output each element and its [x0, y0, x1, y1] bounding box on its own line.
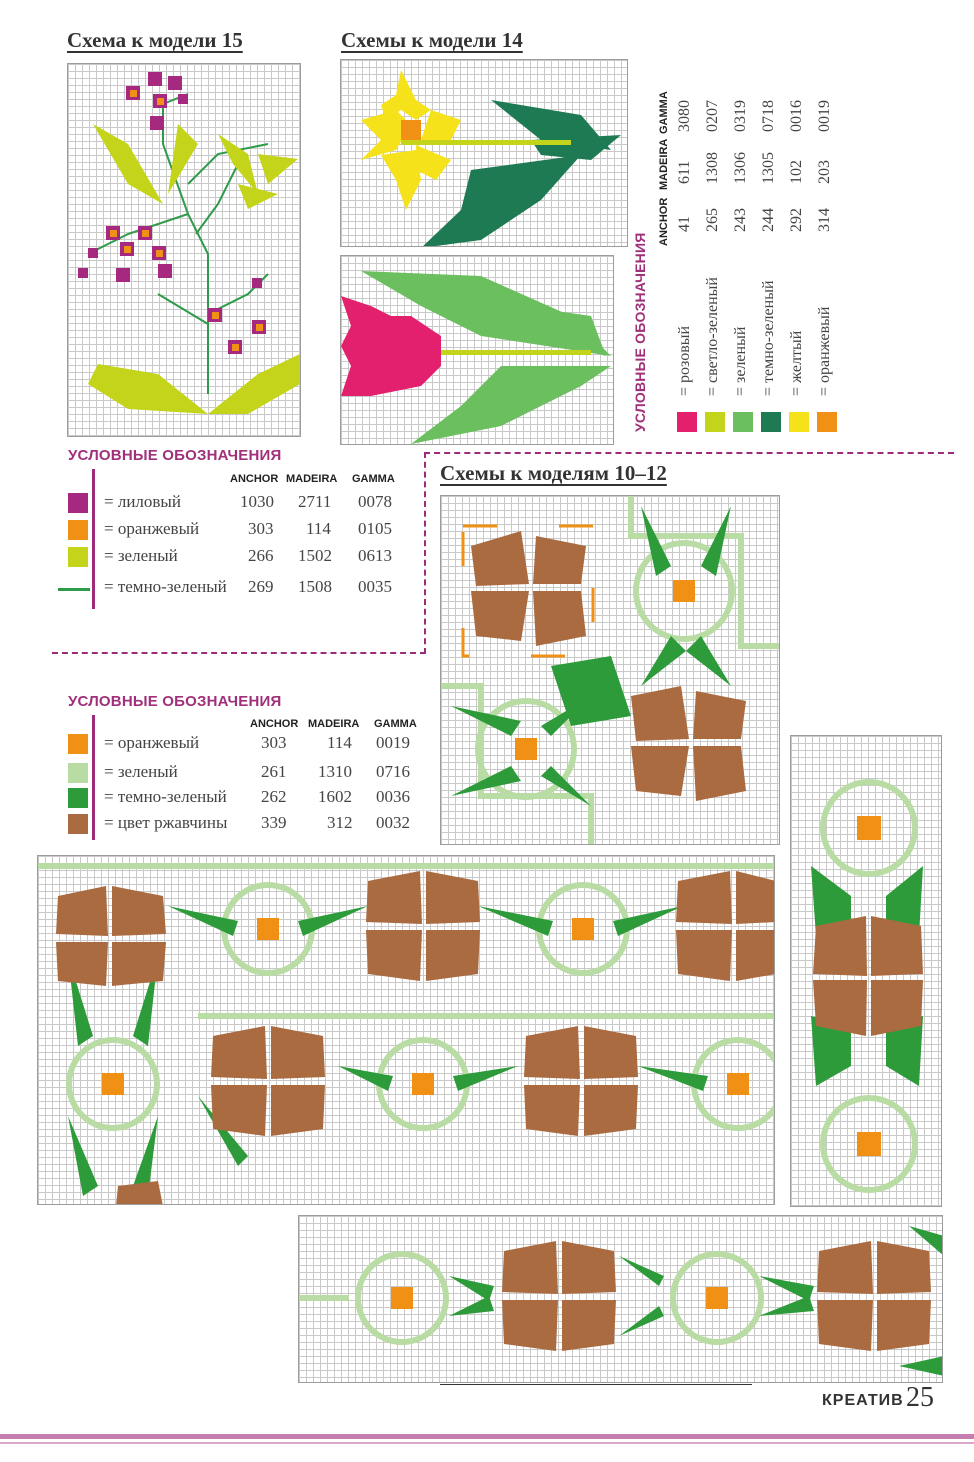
legend-name: = оранжевый [104, 733, 200, 752]
title-model-14: Схемы к модели 14 [341, 28, 523, 52]
legend-models-10-12-title: УСЛОВНЫЕ ОБОЗНАЧЕНИЯ [68, 693, 282, 710]
legend-model-14-row [788, 82, 812, 432]
chart-models-10-12-bottom-band-drawing [299, 1216, 943, 1383]
swatch-orange [68, 734, 88, 754]
swatch-pink [677, 412, 697, 432]
legend-name: = оранжевый [816, 306, 833, 396]
legend-madeira: 1508 [298, 577, 332, 596]
rust-motif [813, 916, 923, 1036]
legend-gamma: 0078 [358, 492, 392, 511]
legend-model-14-row [760, 82, 784, 432]
legend-name: = розовый [676, 325, 693, 396]
swatch-dark-green-line [58, 588, 90, 591]
chart-models-10-12-right-border [790, 735, 942, 1207]
magazine-brand: КРЕАТИВ [822, 1392, 904, 1409]
legend-gamma: 0718 [760, 100, 777, 132]
chart-model-14-daffodil-drawing [341, 60, 628, 247]
legend-anchor: 269 [248, 577, 274, 596]
separator-vertical [424, 452, 426, 654]
legend-madeira: 114 [306, 519, 331, 538]
legend-madeira: 611 [676, 160, 693, 184]
legend-name: = темно-зеленый [104, 577, 227, 596]
legend-model-15-header-anchor: ANCHOR [230, 473, 279, 485]
legend-models-10-12-row [68, 813, 428, 837]
chart-models-10-12-right-border-drawing [791, 736, 942, 1207]
legend-gamma: 0019 [816, 100, 833, 132]
legend-model-15-row [68, 519, 408, 543]
swatch-rust [68, 814, 88, 834]
legend-madeira: 114 [327, 733, 352, 752]
legend-models-10-12-row [68, 762, 428, 786]
legend-anchor: 303 [248, 519, 274, 538]
legend-gamma: 0035 [358, 577, 392, 596]
legend-model-14-row [676, 82, 700, 432]
legend-model-14-row [816, 82, 840, 432]
swatch-yellow [789, 412, 809, 432]
legend-madeira: 102 [788, 160, 805, 184]
legend-model-15-title: УСЛОВНЫЕ ОБОЗНАЧЕНИЯ [68, 447, 282, 464]
legend-name: = лиловый [104, 492, 181, 511]
legend-anchor: 1030 [240, 492, 274, 511]
legend-name: = зеленый [732, 326, 749, 396]
legend-model-14-header-madeira: MADEIRA [658, 138, 670, 190]
chart-model-14-tulip-drawing [341, 256, 614, 445]
legend-gamma: 0613 [358, 546, 392, 565]
legend-madeira: 2711 [298, 492, 332, 511]
chart-models-10-12-corner [440, 495, 780, 845]
legend-anchor: 41 [676, 216, 693, 232]
legend-models-10-12-header-gamma: GAMMA [374, 718, 417, 730]
legend-name: = желтый [788, 330, 805, 396]
legend-name: = темно-зеленый [760, 280, 777, 396]
swatch-light-green [705, 412, 725, 432]
swatch-dark-green [761, 412, 781, 432]
separator-horizontal-bottom [52, 652, 426, 654]
legend-gamma: 0207 [704, 100, 721, 132]
legend-models-10-12-row [68, 733, 428, 757]
title-models-10-12: Схемы к моделям 10–12 [440, 461, 667, 485]
model-15-flowers [78, 72, 266, 354]
legend-madeira: 203 [816, 160, 833, 184]
legend-model-15-header-madeira: MADEIRA [286, 473, 338, 485]
chart-model-15-drawing [68, 64, 301, 437]
chart-models-10-12-corner-drawing [441, 496, 780, 845]
swatch-green [68, 763, 88, 783]
chart-model-15 [67, 63, 301, 437]
legend-model-15-row [68, 492, 408, 516]
legend-anchor: 339 [261, 813, 287, 832]
swatch-orange [817, 412, 837, 432]
swatch-lilac [68, 493, 88, 513]
chart-model-14-tulip [340, 255, 614, 445]
legend-anchor: 262 [261, 787, 287, 806]
separator-horizontal-top [424, 452, 954, 454]
legend-model-15-row [68, 546, 408, 570]
legend-anchor: 243 [732, 208, 749, 232]
legend-madeira: 1502 [298, 546, 332, 565]
legend-model-14-header-gamma: GAMMA [658, 91, 670, 134]
legend-gamma: 0016 [788, 100, 805, 132]
legend-models-10-12-header-anchor: ANCHOR [250, 718, 299, 730]
title-model-15: Схема к модели 15 [67, 28, 243, 52]
legend-model-15-row [68, 577, 408, 601]
repeat-marker-line [440, 1384, 752, 1385]
chart-models-10-12-band-drawing [38, 856, 775, 1205]
tulip-flower [341, 296, 441, 396]
chart-models-10-12-bottom-band [298, 1215, 943, 1383]
legend-anchor: 303 [261, 733, 287, 752]
legend-gamma: 0105 [358, 519, 392, 538]
legend-madeira: 1306 [732, 152, 749, 184]
legend-madeira: 312 [327, 813, 353, 832]
legend-gamma: 3080 [676, 100, 693, 132]
legend-name: = оранжевый [104, 519, 200, 538]
legend-madeira: 1305 [760, 152, 777, 184]
legend-gamma: 0036 [376, 787, 410, 806]
legend-anchor: 292 [788, 208, 805, 232]
legend-name: = зеленый [104, 762, 178, 781]
chart-models-10-12-band [37, 855, 775, 1205]
legend-name: = светло-зеленый [704, 277, 721, 396]
legend-anchor: 314 [816, 208, 833, 232]
legend-model-14 [632, 82, 852, 432]
swatch-dark-green [68, 788, 88, 808]
legend-anchor: 266 [248, 546, 274, 565]
legend-madeira: 1310 [318, 762, 352, 781]
footer-rule [0, 1434, 974, 1439]
legend-gamma: 0319 [732, 100, 749, 132]
legend-model-14-title: УСЛОВНЫЕ ОБОЗНАЧЕНИЯ [632, 232, 648, 432]
swatch-green [733, 412, 753, 432]
legend-madeira: 1308 [704, 152, 721, 184]
page-number: 25 [906, 1382, 934, 1413]
legend-model-14-row [704, 82, 728, 432]
swatch-green [68, 547, 88, 567]
legend-anchor: 244 [760, 208, 777, 232]
legend-madeira: 1602 [318, 787, 352, 806]
swatch-orange [68, 520, 88, 540]
legend-gamma: 0032 [376, 813, 410, 832]
legend-model-14-row [732, 82, 756, 432]
legend-gamma: 0716 [376, 762, 410, 781]
chart-model-14-daffodil [340, 59, 628, 247]
footer-rule-thin [0, 1442, 974, 1444]
legend-models-10-12-header-madeira: MADEIRA [308, 718, 360, 730]
legend-gamma: 0019 [376, 733, 410, 752]
legend-models-10-12-row [68, 787, 428, 811]
legend-anchor: 265 [704, 208, 721, 232]
legend-name: = зеленый [104, 546, 178, 565]
legend-anchor: 261 [261, 762, 287, 781]
legend-model-15-header-gamma: GAMMA [352, 473, 395, 485]
legend-name: = темно-зеленый [104, 787, 227, 806]
legend-name: = цвет ржавчины [104, 813, 228, 832]
legend-model-14-header-anchor: ANCHOR [658, 197, 670, 246]
